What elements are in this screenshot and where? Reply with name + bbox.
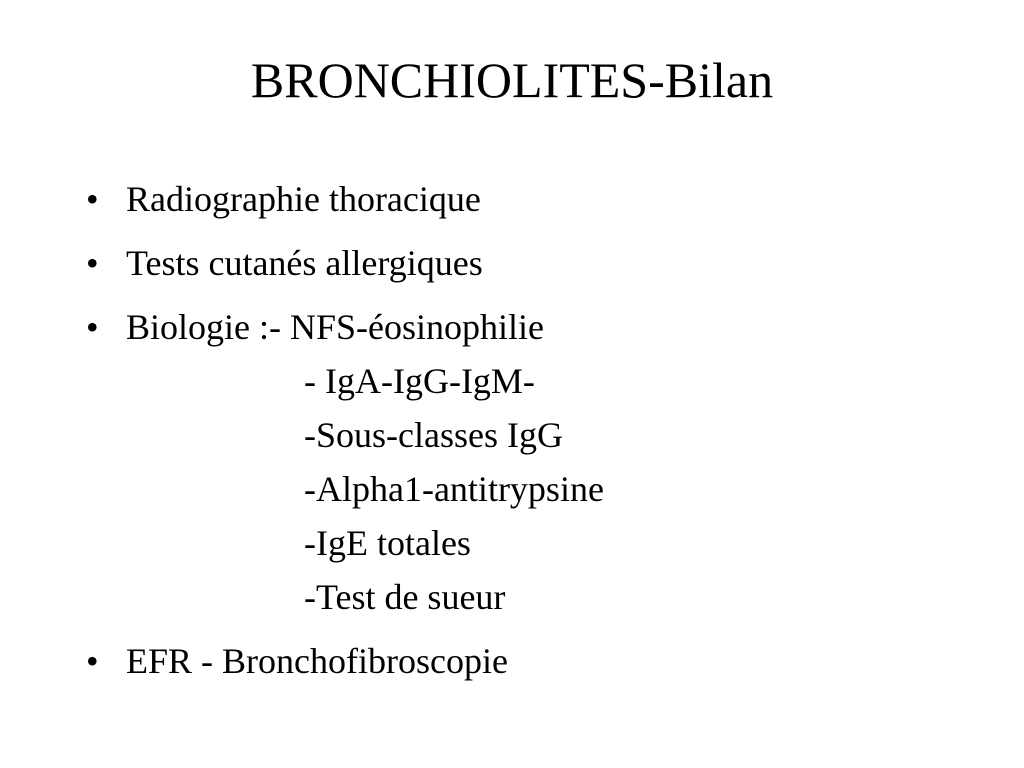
bullet-item-efr: [86, 634, 604, 688]
bullet-item-biologie: [86, 300, 604, 624]
bullet-icon: •: [86, 641, 99, 681]
bullet-item-radiographie: [86, 172, 604, 226]
sub-line-ige-totales: -IgE totales: [304, 523, 471, 563]
bullet-list: [86, 172, 604, 698]
bullet-text: Radiographie thoracique: [126, 179, 481, 219]
sub-line-immunoglobulins: - IgA-IgG-IgM-: [304, 361, 535, 401]
slide-title: BRONCHIOLITES-Bilan: [250, 52, 774, 108]
bullet-text: Biologie :- NFS-éosinophilie: [126, 307, 544, 347]
bullet-text: EFR - Bronchofibroscopie: [126, 641, 508, 681]
bullet-item-tests-cutanes: [86, 236, 604, 290]
sub-line-test-de-sueur: -Test de sueur: [304, 577, 506, 617]
bullet-icon: •: [86, 179, 99, 219]
bullet-text: Tests cutanés allergiques: [126, 243, 483, 283]
sub-line-igg-subclasses: -Sous-classes IgG: [304, 415, 563, 455]
sub-line-alpha1-antitrypsine: -Alpha1-antitrypsine: [304, 469, 604, 509]
bullet-icon: •: [86, 307, 99, 347]
bullet-icon: •: [86, 243, 99, 283]
